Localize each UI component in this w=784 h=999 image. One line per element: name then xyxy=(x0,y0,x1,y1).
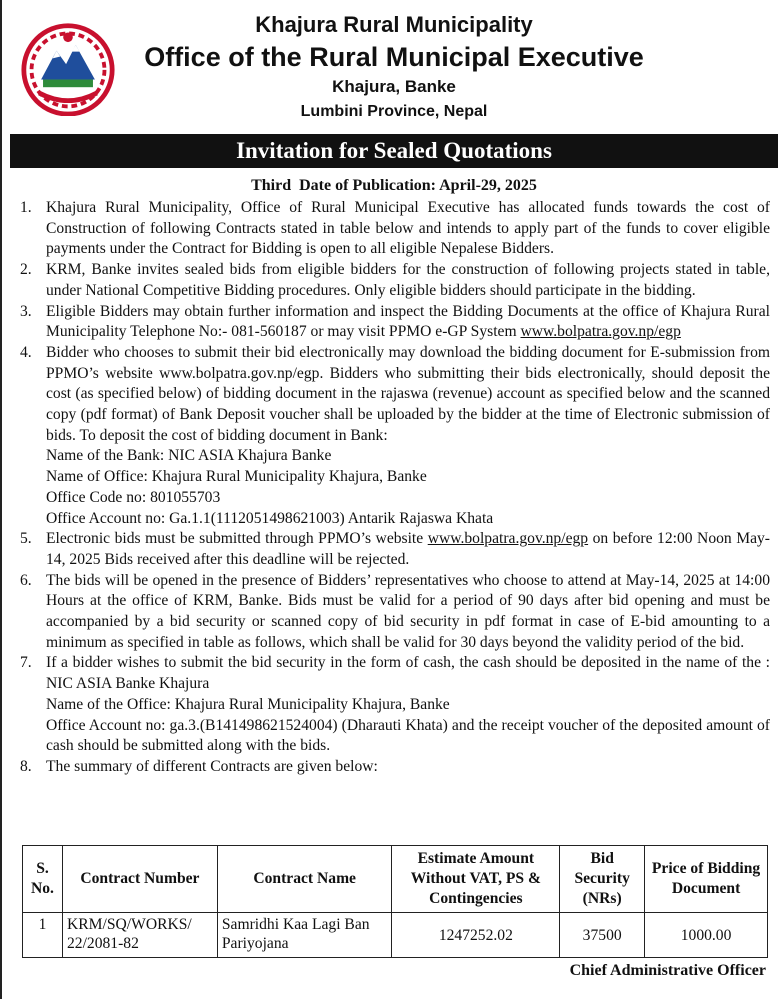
clause-7 xyxy=(20,653,770,757)
table-row xyxy=(23,913,768,958)
province-name: Lumbini Province, Nepal xyxy=(300,103,488,120)
col-header-bid-security: Bid Security (NRs) xyxy=(560,846,645,913)
clause-number: 7. xyxy=(20,654,32,672)
col-header-contract-name: Contract Name xyxy=(217,846,392,913)
cell-document-price: 1000.00 xyxy=(645,913,768,958)
office-account-line: Office Account no: ga.3.(B141498621524004) (Dharauti Khata) and the receipt voucher of the deposited amount of cash should be submitted along with the bids. xyxy=(46,716,770,755)
notice-title: Invitation for Sealed Quotations xyxy=(10,134,778,168)
egp-link[interactable]: www.bolpatra.gov.np/egp xyxy=(520,323,681,341)
col-header-document-price: Price of Bidding Document xyxy=(645,846,768,913)
contracts-table xyxy=(22,845,768,958)
clause-3 xyxy=(20,302,770,343)
cell-bid-security: 37500 xyxy=(560,913,645,958)
office-account-line: Office Account no: Ga.1.1(1112051498621003) Antarik Rajaswa Khata xyxy=(46,509,494,527)
notice-body xyxy=(20,198,770,778)
clause-2 xyxy=(20,260,770,301)
bank-name-line: Name of the Bank: NIC ASIA Khajura Banke xyxy=(46,447,332,465)
cell-contract-name: Samridhi Kaa Lagi Ban Pariyojana xyxy=(217,913,392,958)
cell-estimate: 1247252.02 xyxy=(392,913,560,958)
clause-text-part: Electronic bids must be submitted through PPMO’s website xyxy=(46,530,428,548)
clause-text: The bids will be opened in the presence of Bidders’ representatives who choose to attend at May-14, 2025 at 14:00 Hours at the office of KRM, Banke. Bids must be valid for a period of 90 days after bid opening and must be accompanied by a bid security or scanned copy of bid security in pdf format in case of E-bid amounting to a minimum as specified in table as follows, which shall be valid for 30 days beyond the validity period of the bid. xyxy=(46,571,770,651)
clause-text: If a bidder wishes to submit the bid security in the form of cash, the cash should be deposited in the name of the : NIC ASIA Banke Khajura xyxy=(46,654,770,693)
clause-number: 5. xyxy=(20,530,32,548)
clause-number: 4. xyxy=(20,343,32,361)
cell-contract-number: KRM/SQ/WORKS/ 22/2081-82 xyxy=(62,913,217,958)
cell-sn: 1 xyxy=(23,913,63,958)
clause-text-part: Eligible Bidders may obtain further information and inspect the Bidding Documents at the office of Khajura Rural Municipality Telephone No:- 081-560187 or may visit PPMO e-GP System xyxy=(46,302,770,341)
clause-8 xyxy=(20,757,770,778)
clause-text: Khajura Rural Municipality, Office of Rural Municipal Executive has allocated funds towards the cost of Construction of following Contracts stated in table below and intends to apply part of the funds to cover eligible payments under the Contract for Bidding is open to all eligible Nepalese Bidders. xyxy=(46,199,770,258)
clause-text: Bidder who chooses to submit their bid electronically may download the bidding document for E-submission from PPMO’s website www.bolpatra.gov.np/egp. Bidders who submitting their bids electronically, should deposit the cost (as specified below) of bidding document in the rajaswa (revenue) account as specified below and the scanned copy (pdf format) of Bank Deposit voucher shall be uploaded by the bidder at the time of Electronic submission of bids. To deposit the cost of bidding document in Bank: xyxy=(46,343,770,444)
office-name-line: Name of Office: Khajura Rural Municipality Khajura, Banke xyxy=(46,468,427,486)
col-header-sn: S. No. xyxy=(23,846,63,913)
publication-date: Third Date of Publication: April-29, 2025 xyxy=(251,177,537,194)
clause-number: 8. xyxy=(20,757,32,775)
clause-5 xyxy=(20,529,770,570)
clause-text xyxy=(46,529,770,570)
clause-text: KRM, Banke invites sealed bids from eligible bidders for the construction of following projects stated in table, under National Competitive Bidding procedures. Only eligible bidders should participate in the bidding. xyxy=(46,261,770,299)
table-header-row xyxy=(23,846,768,913)
office-location: Khajura, Banke xyxy=(332,77,456,96)
office-name-line: Name of the Office: Khajura Rural Municipality Khajura, Banke xyxy=(46,695,450,713)
municipality-name: Khajura Rural Municipality xyxy=(255,12,533,37)
clause-6 xyxy=(20,571,770,654)
letterhead xyxy=(2,0,784,135)
clause-1 xyxy=(20,198,770,260)
col-header-contract-number: Contract Number xyxy=(62,846,217,913)
clause-text: The summary of different Contracts are given below: xyxy=(46,757,378,775)
clause-number: 1. xyxy=(20,199,32,216)
col-header-estimate: Estimate Amount Without VAT, PS & Contingencies xyxy=(392,846,560,913)
clause-text xyxy=(46,302,770,343)
clause-text-part: on before 12:00 Noon May-14, 2025 Bids received after this deadline will be rejected. xyxy=(46,530,770,568)
clause-number: 6. xyxy=(20,571,32,589)
office-name: Office of the Rural Municipal Executive xyxy=(144,42,644,72)
clause-number: 3. xyxy=(20,302,32,320)
signatory-title: Chief Administrative Officer xyxy=(569,962,766,979)
clause-number: 2. xyxy=(20,261,32,279)
clause-4 xyxy=(20,343,770,529)
egp-link[interactable]: www.bolpatra.gov.np/egp xyxy=(427,530,589,548)
office-code-line: Office Code no: 801055703 xyxy=(46,488,221,506)
